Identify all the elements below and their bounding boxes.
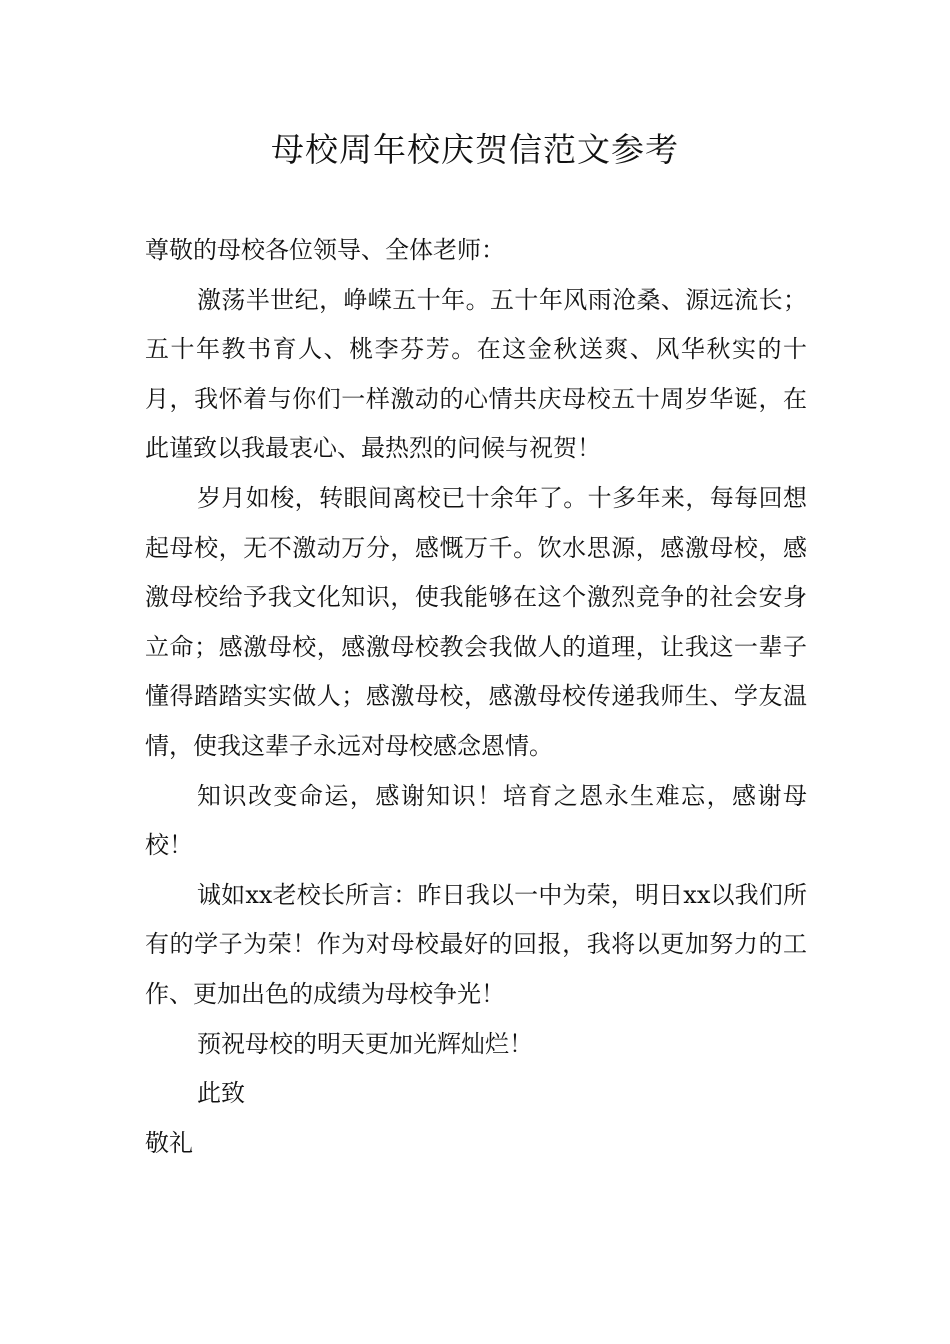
document-title: 母校周年校庆贺信范文参考 <box>271 130 679 169</box>
paragraph-wish: 预祝母校的明天更加光辉灿烂！ <box>197 1029 533 1058</box>
closing: 此致 <box>197 1079 245 1108</box>
paragraph-pledge: 诚如xx老校长所言：昨日我以一中为荣，明日xx以我们所有的学子为荣！作为对母校最好的回报，我将以更加努力的工作、更加出色的成绩为母校争光！ <box>145 880 807 1008</box>
letter-body <box>145 226 807 1168</box>
paragraph-gratitude: 岁月如梭，转眼间离校已十余年了。十多年来，每每回想起母校，无不激动万分，感慨万千。饮水思源，感激母校，感激母校给予我文化知识，使我能够在这个激烈竞争的社会安身立命；感激母校，感激母校教会我做人的道理，让我这一辈子懂得踏踏实实做人；感激母校，感激母校传递我师生、学友温情，使我这辈子永远对母校感念恩情。 <box>145 483 807 760</box>
salutation: 尊敬的母校各位领导、全体老师： <box>145 236 505 264</box>
paragraph-knowledge: 知识改变命运，感谢知识！培育之恩永生难忘，感谢母校！ <box>145 781 807 860</box>
regards: 敬礼 <box>145 1128 193 1157</box>
paragraph-opening: 激荡半世纪，峥嵘五十年。五十年风雨沧桑、源远流长；五十年教书育人、桃李芬芳。在这金秋送爽、风华秋实的十月，我怀着与你们一样激动的心情共庆母校五十周岁华诞，在此谨致以我最衷心、最热烈的问候与祝贺！ <box>145 285 807 463</box>
